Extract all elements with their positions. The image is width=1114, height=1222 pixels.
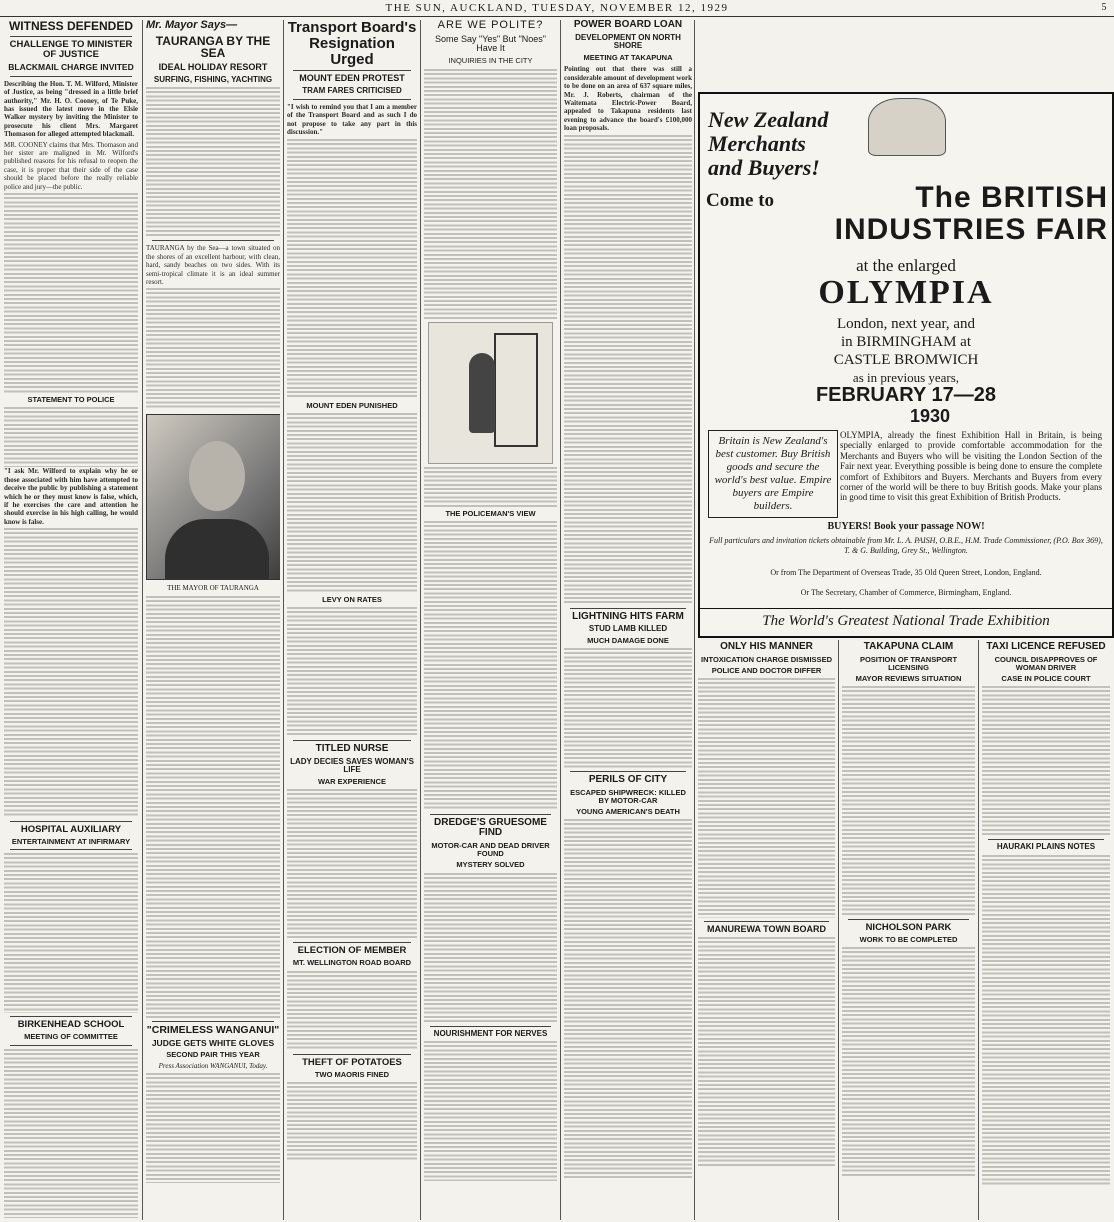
headline-lightning: LIGHTNING HITS FARM [572, 610, 684, 622]
headline-entertainment: ENTERTAINMENT AT INFIRMARY [11, 837, 131, 847]
article-text-body [842, 947, 975, 1177]
headline-mayor-says: Mr. Mayor Says— [146, 19, 238, 31]
article-text-body [146, 288, 280, 410]
column-rule [420, 20, 421, 1220]
headline-licensing: POSITION OF TRANSPORT LICENSING [859, 654, 958, 672]
ad-birmingham: in BIRMINGHAM at [841, 334, 971, 350]
article-text-body [146, 596, 280, 1018]
headline-motorcar: MOTOR-CAR AND DEAD DRIVER FOUND [431, 840, 550, 859]
headline-birkenhead: BIRKENHEAD SCHOOL [17, 1019, 125, 1031]
headline-polite: ARE WE POLITE? [437, 19, 544, 31]
headline-police-court: CASE IN POLICE COURT [1001, 674, 1091, 683]
article-text-body [424, 521, 557, 811]
article-intro: Describing the Hon. T. M. Wilford, Minister of Justice, as being "dressed in a little brief authority," Mr. H. O. Cooney, of Te Puke, has issued the latest move in the Elsie Walker mystery by inviting the Minister to prosecute his client Mrs. Margaret Thomason for alleged attempted blackmail. [4, 79, 138, 139]
ad-at-enlarged: at the enlarged [856, 256, 956, 275]
article-text-body [4, 853, 138, 1013]
article-text-body [287, 413, 417, 593]
headline-inquiries: INQUIRIES IN THE CITY [448, 56, 533, 66]
column-3 [287, 18, 417, 1218]
ad-footer: The World's Greatest National Trade Exhibition [700, 608, 1112, 630]
royal-crest-icon [868, 98, 946, 156]
column-6 [698, 640, 835, 1218]
ad-dates: FEBRUARY 17—28 [815, 384, 997, 406]
article-text-body [698, 937, 835, 1167]
article-text-body [698, 678, 835, 918]
column-1 [4, 18, 138, 1218]
article-text-body [4, 528, 138, 818]
article-text-body [287, 971, 417, 1051]
ad-previous: as in previous years, [852, 370, 960, 385]
ad-contact-1: Full particulars and invitation tickets obtainable from Mr. L. A. PAISH, O.B.E., H.M. Trade Commissioner, (P.O. Box 369), T. & G. Building, Grey St., Wellington. [709, 536, 1103, 555]
article-text-body [4, 193, 138, 393]
headline-manurewa: MANUREWA TOWN BOARD [707, 924, 826, 934]
headline-nourishment: NOURISHMENT FOR NERVES [433, 1028, 548, 1038]
article-intro: Pointing out that there was still a considerable amount of development work to be done on an area of 637 square miles, Mr. J. Roberts, chairman of the Waitemata Electric-Power Board, appealed to Takapuna residents last evening to advance the board's £100,000 loan proposals. [564, 65, 692, 133]
article-text: MR. COONEY claims that Mrs. Thomason and her sister are maligned in Mr. Wilford's published reasons for his refusal to reopen the case, it is proper that their side of the case should be placed before the really reliable police and jury—the public. [4, 140, 138, 191]
subhead-policeman: THE POLICEMAN'S VIEW [445, 508, 536, 518]
article-text-body [287, 1082, 417, 1162]
article-text-body [287, 139, 417, 399]
article-text-body [564, 135, 692, 605]
headline-development: DEVELOPMENT ON NORTH SHORE [575, 32, 681, 51]
headline-tauranga: TAURANGA BY THE SEA [155, 33, 271, 61]
article-text-body [146, 1073, 280, 1183]
column-rule [694, 20, 695, 1220]
headline-transport: Transport Board's Resignation Urged [287, 19, 417, 68]
masthead-title: THE SUN, AUCKLAND, TUESDAY, NOVEMBER 12, 1929 [385, 2, 729, 14]
mayor-photo [146, 414, 280, 580]
headline-hauraki: HAURAKI PLAINS NOTES [996, 842, 1096, 852]
headline-eden-protest: MOUNT EDEN PROTEST [299, 73, 405, 84]
headline-surfing: SURFING, FISHING, YACHTING [153, 74, 273, 84]
column-rule [142, 20, 143, 1220]
headline-judge: JUDGE GETS WHITE GLOVES [151, 1037, 275, 1048]
headline-only-manner: ONLY HIS MANNER [720, 641, 813, 652]
headline-wellington: MT. WELLINGTON ROAD BOARD [292, 958, 412, 968]
headline-some-say: Some Say "Yes" But "Noes" Have It [434, 33, 546, 54]
article-text-body [842, 686, 975, 916]
headline-mystery: MYSTERY SOLVED [456, 860, 525, 870]
column-5 [564, 18, 692, 1218]
column-7 [842, 640, 975, 1218]
column-rule [978, 640, 979, 1220]
headline-resort: IDEAL HOLIDAY RESORT [158, 61, 268, 72]
subhead-statement: STATEMENT TO POLICE [27, 395, 115, 405]
article-quote: "I wish to remind you that I am a member of the Transport Board and as such I do not propose to take any part in this discussion." [287, 102, 417, 137]
headline-police-doctor: POLICE AND DOCTOR DIFFER [711, 665, 822, 675]
headline-nicholson: NICHOLSON PARK [865, 922, 952, 934]
headline-tram: TRAM FARES CRITICISED [302, 86, 402, 96]
article-text-body [146, 87, 280, 237]
article-text-body [287, 789, 417, 939]
headline-woman-driver: COUNCIL DISAPPROVES OF WOMAN DRIVER [994, 654, 1098, 672]
article-text-body [982, 686, 1110, 836]
headline-nurse: TITLED NURSE [315, 743, 389, 755]
article-text-body [424, 69, 557, 319]
headline-dredge: DREDGE'S GRUESOME FIND [434, 816, 547, 839]
article-text-body [982, 855, 1110, 1185]
dateline: Press Association WANGANUI, Today. [158, 1062, 268, 1071]
ad-brand: The BRITISH INDUSTRIES FAIR [834, 181, 1108, 246]
headline-second-pair: SECOND PAIR THIS YEAR [166, 1050, 260, 1060]
headline-theft: THEFT OF POTATOES [302, 1056, 402, 1068]
cartoon-illustration [428, 322, 553, 464]
article-text: TAURANGA by the Sea—a town situated on the shores of an excellent harbour, with clean, hard, sandy beaches on two sides. With its semi-tropical climate it is an ideal summer resort. [146, 244, 280, 287]
headline-crimeless: "CRIMELESS WANGANUI" [146, 1023, 280, 1036]
headline-meeting: MEETING OF COMMITTEE [24, 1032, 118, 1042]
headline-power-loan: POWER BOARD LOAN [573, 19, 683, 30]
headline-witness: WITNESS DEFENDED [8, 19, 133, 33]
ad-body: OLYMPIA, already the finest Exhibition Hall in Britain, is being specially enlarged to provide comfortable accommodation for the Merchants and Buyers who will be visiting the London Section of the Fair next year. Everything possible is being done to ensure the complete comfort of Exhibitors and Buyers. Merchants and Buyers from every corner of the world will be there to buy British goods. Make your plans in good time to visit this great Exhibition of British Products. [840, 430, 1102, 503]
article-text-body [4, 1049, 138, 1218]
page-number: 5 [1101, 2, 1108, 13]
article-quote: "I ask Mr. Wilford to explain why he or those associated with him have attempted to deceive the public by publishing a statement which he or they must know is false, which, if he exercises the care and attention he should exercise in his high calling, he would know is false. [4, 467, 138, 526]
headline-perils: PERILS OF CITY [588, 774, 668, 786]
subhead-levy: LEVY ON RATES [322, 594, 382, 604]
column-rule [560, 20, 561, 1220]
headline-maoris: TWO MAORIS FINED [314, 1069, 390, 1079]
ad-contact-3: Or The Secretary, Chamber of Commerce, Birmingham, England. [800, 588, 1012, 597]
column-2 [146, 18, 280, 1218]
headline-taxi: TAXI LICENCE REFUSED [986, 641, 1106, 652]
column-rule [838, 640, 839, 1220]
ad-contact-2: Or from The Department of Overseas Trade, 35 Old Queen Street, London, England. [770, 568, 1042, 577]
article-text-body [424, 1041, 557, 1181]
article-text-body [424, 467, 557, 507]
british-industries-fair-ad [698, 92, 1114, 638]
ad-come-to: Come to [706, 190, 775, 211]
ad-london: London, next year, and [836, 316, 976, 332]
headline-election: ELECTION OF MEMBER [297, 945, 407, 957]
headline-challenge: CHALLENGE TO MINISTER OF JUSTICE [9, 38, 133, 61]
headline-stud-lamb: STUD LAMB KILLED [588, 624, 668, 634]
headline-decies: LADY DECIES SAVES WOMAN'S LIFE [290, 756, 414, 775]
article-text-body [4, 407, 138, 467]
headline-takapuna-meeting: MEETING AT TAKAPUNA [583, 53, 673, 63]
photo-caption: THE MAYOR OF TAURANGA [167, 584, 259, 593]
article-text-body [287, 607, 417, 737]
headline-shipwreck: ESCAPED SHIPWRECK: KILLED BY MOTOR-CAR [570, 787, 686, 805]
column-8 [982, 640, 1110, 1218]
masthead [0, 0, 1114, 17]
article-text-body [564, 819, 692, 1179]
ad-year: 1930 [909, 406, 951, 426]
column-rule [283, 20, 284, 1220]
headline-american: YOUNG AMERICAN'S DEATH [576, 807, 680, 817]
headline-mayor-reviews: MAYOR REVIEWS SITUATION [855, 674, 962, 683]
ad-buyers: BUYERS! Book your passage NOW! [827, 521, 985, 532]
subhead-punished: MOUNT EDEN PUNISHED [306, 400, 398, 410]
article-text-body [424, 873, 557, 1023]
headline-war: WAR EXPERIENCE [318, 777, 386, 787]
article-text-body [564, 648, 692, 768]
headline-hospital: HOSPITAL AUXILIARY [20, 824, 122, 836]
headline-intoxication: INTOXICATION CHARGE DISMISSED [701, 654, 832, 664]
headline-takapuna-claim: TAKAPUNA CLAIM [863, 641, 954, 652]
headline-blackmail: BLACKMAIL CHARGE INVITED [8, 62, 134, 73]
headline-damage: MUCH DAMAGE DONE [587, 635, 669, 645]
ad-castle: CASTLE BROMWICH [833, 352, 979, 368]
ad-olympia: OLYMPIA [818, 274, 994, 311]
ad-note: Britain is New Zealand's best customer. Buy British goods and secure the world's best value. Empire buyers are Empire builders. [708, 430, 838, 518]
ad-lead: New Zealand Merchants and Buyers! [708, 107, 829, 180]
headline-work-completed: WORK TO BE COMPLETED [859, 935, 958, 945]
column-4 [424, 18, 557, 1218]
